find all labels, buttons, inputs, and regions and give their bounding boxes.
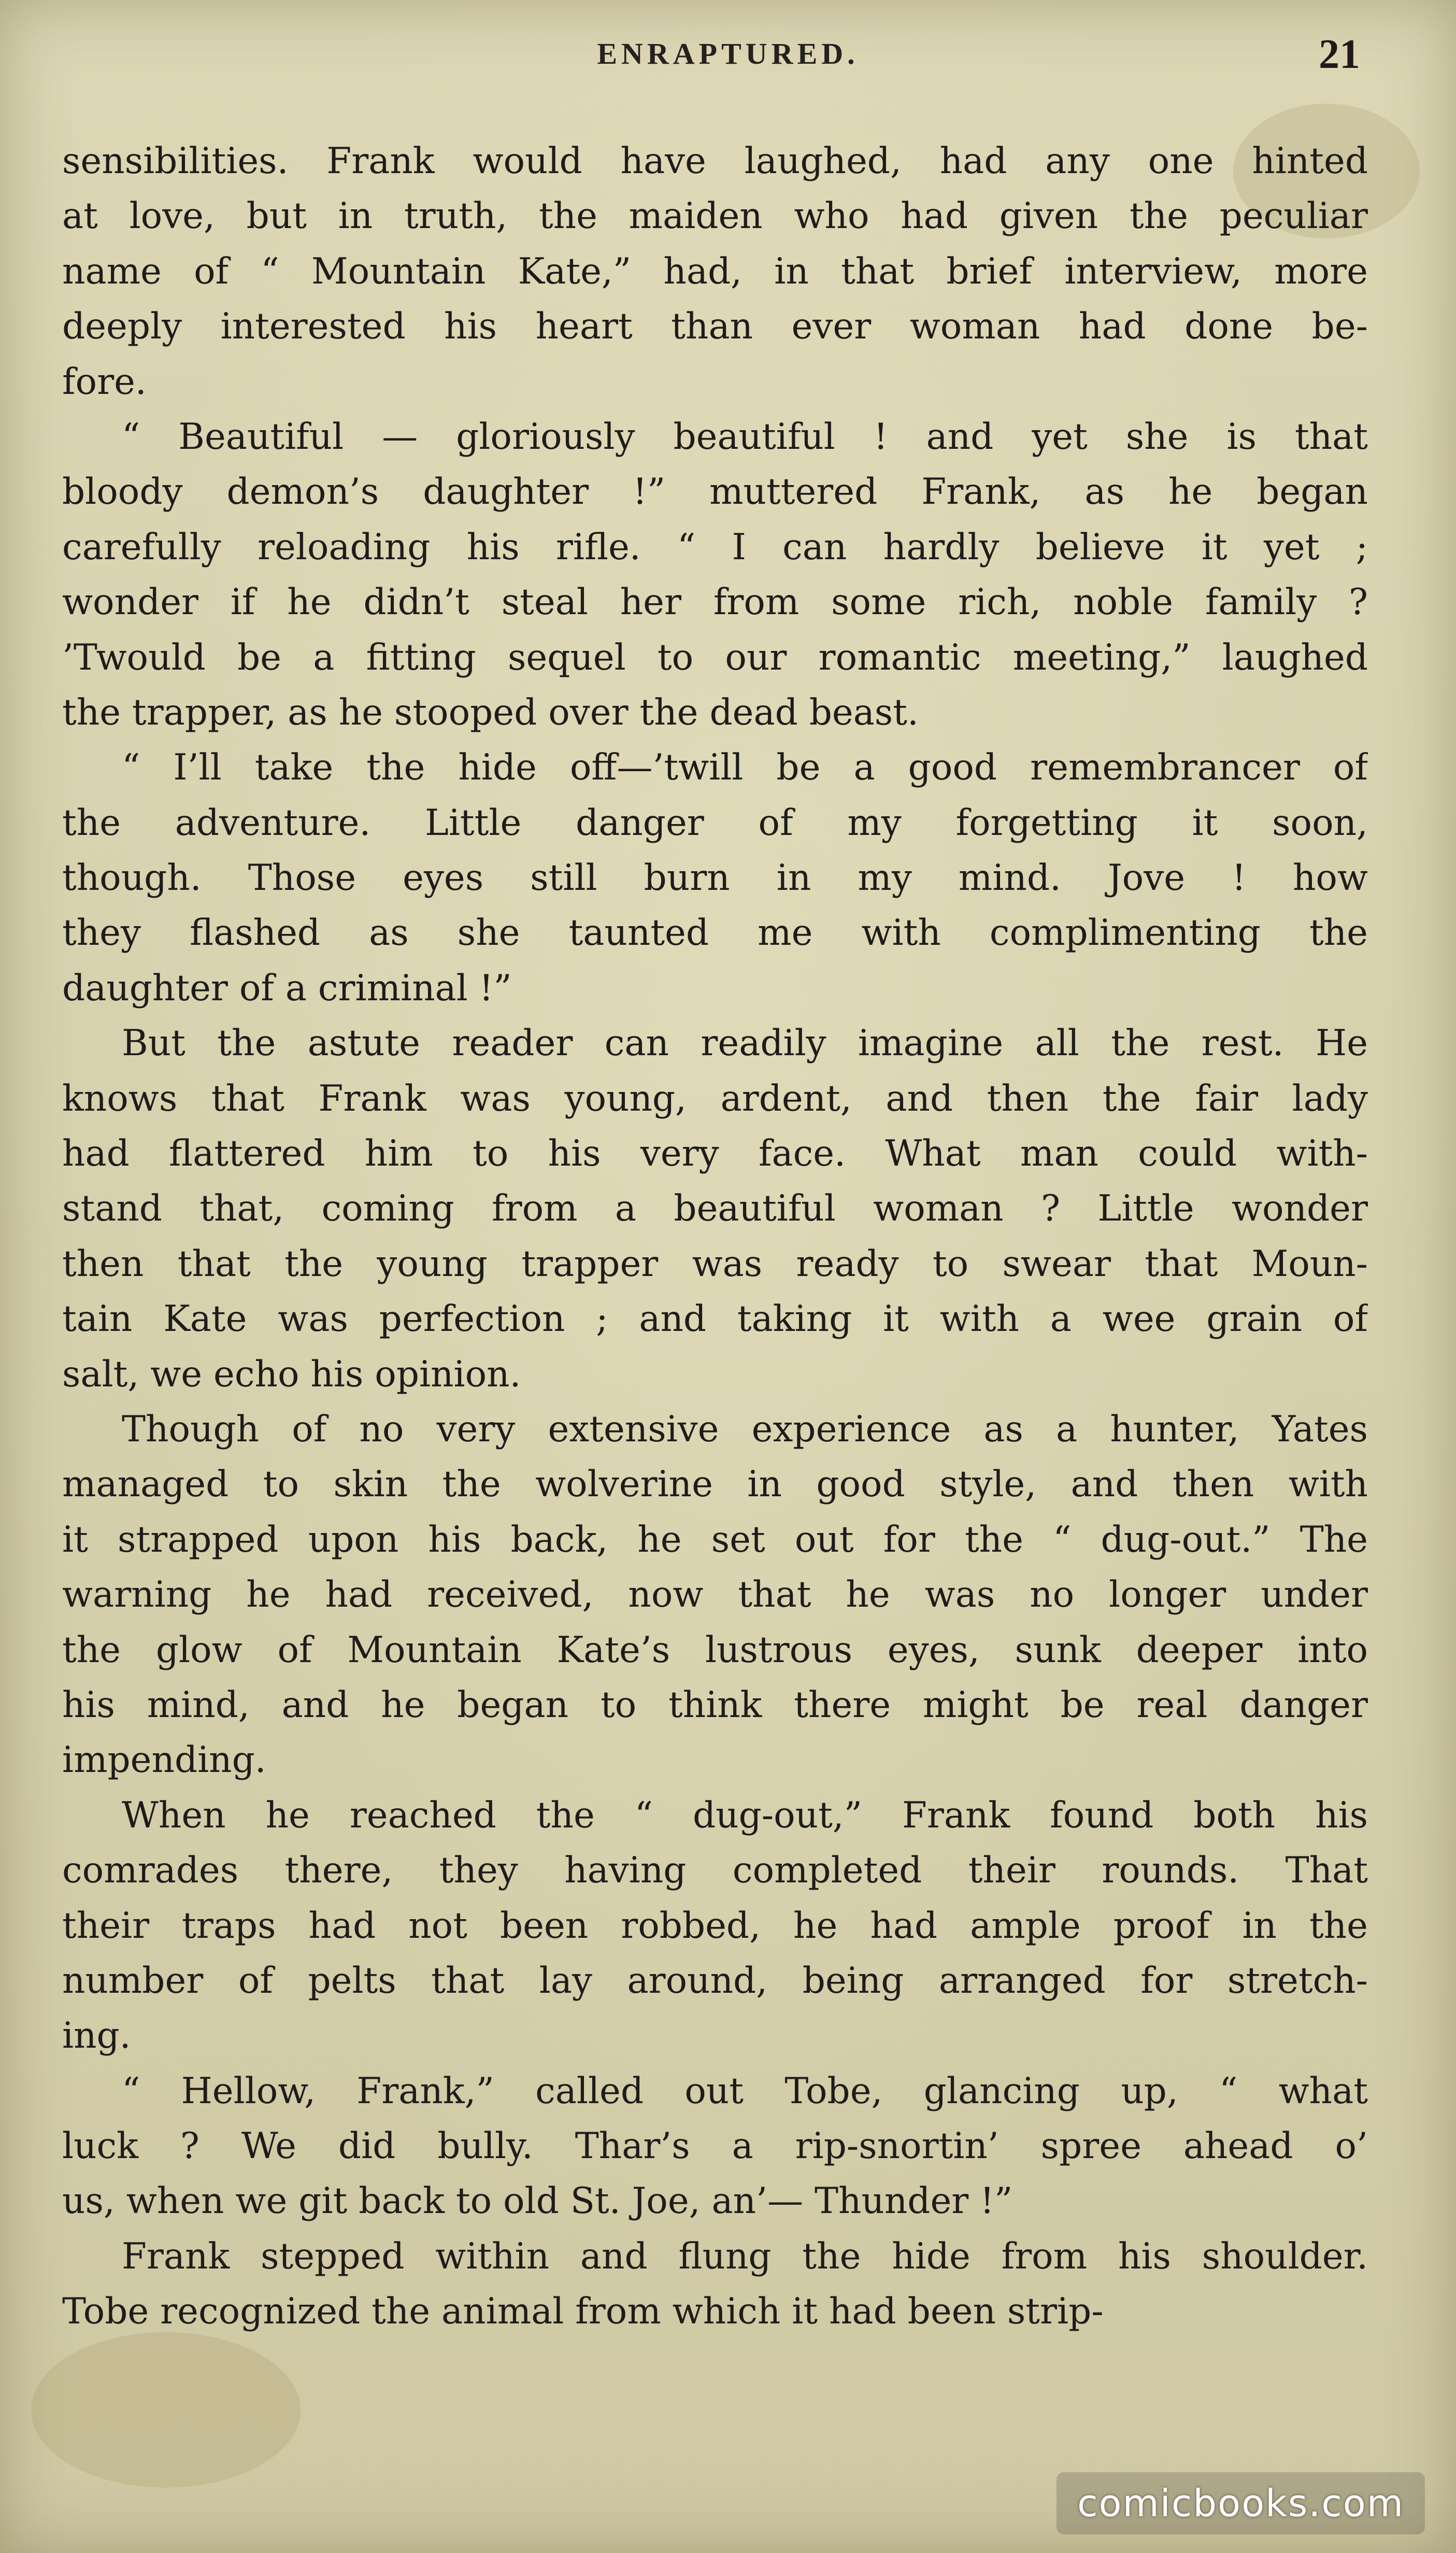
text-line: us, when we git back to old St. Joe, an’— Thunder !” xyxy=(62,2180,1013,2222)
text-line: Though of no very extensive experience as a hunter, Yates xyxy=(122,1408,1368,1450)
text-line: ing. xyxy=(62,2015,131,2057)
text-line: luck ? We did bully. Thar’s a rip-snortin’ spree ahead o’ xyxy=(62,2125,1368,2167)
text-line: ’Twould be a fitting sequel to our romantic meeting,” laughed xyxy=(62,636,1368,678)
text-line: “ Beautiful — gloriously beautiful ! and yet she is that xyxy=(122,416,1368,458)
text-line: deeply interested his heart than ever woman had done be- xyxy=(62,306,1368,348)
text-line: the trapper, as he stooped over the dead beast. xyxy=(62,691,919,733)
text-line: knows that Frank was young, ardent, and then the fair lady xyxy=(62,1077,1368,1119)
text-line: “ Hellow, Frank,” called out Tobe, glancing up, “ what xyxy=(122,2070,1368,2112)
text-line: name of “ Mountain Kate,” had, in that brief interview, more xyxy=(62,250,1368,292)
text-line: though. Those eyes still burn in my mind. Jove ! how xyxy=(62,857,1368,899)
text-line: at love, but in truth, the maiden who had given the peculiar xyxy=(62,195,1368,237)
text-line: tain Kate was perfection ; and taking it with a wee grain of xyxy=(62,1298,1368,1340)
running-title: ENRAPTURED. xyxy=(597,37,859,70)
text-line: warning he had received, now that he was no longer under xyxy=(62,1574,1368,1616)
paragraph xyxy=(62,2064,1368,2229)
text-line: impending. xyxy=(62,1739,266,1781)
text-line: daughter of a criminal !” xyxy=(62,967,512,1009)
text-line: then that the young trapper was ready to swear that Moun- xyxy=(62,1243,1368,1285)
text-line: fore. xyxy=(62,361,147,403)
text-line: they flashed as she taunted me with complimenting the xyxy=(62,912,1368,954)
text-line: their traps had not been robbed, he had ample proof in the xyxy=(62,1905,1368,1947)
text-line: “ I’ll take the hide off—’twill be a good remembrancer of xyxy=(122,747,1368,789)
text-line: number of pelts that lay around, being arranged for stretch- xyxy=(62,1960,1368,2002)
text-line: salt, we echo his opinion. xyxy=(62,1353,521,1395)
text-line: had flattered him to his very face. What man could with- xyxy=(62,1133,1368,1175)
text-line: wonder if he didn’t steal her from some rich, noble family ? xyxy=(62,581,1368,623)
paragraph xyxy=(62,409,1368,740)
text-line: it strapped upon his back, he set out for the “ dug-out.” The xyxy=(62,1519,1368,1561)
text-line: the glow of Mountain Kate’s lustrous eyes, sunk deeper into xyxy=(62,1629,1368,1671)
text-line: When he reached the “ dug-out,” Frank found both his xyxy=(122,1794,1368,1836)
text-line: his mind, and he began to think there might be real danger xyxy=(62,1684,1368,1726)
text-line: stand that, coming from a beautiful woman ? Little wonder xyxy=(62,1188,1368,1230)
paragraph xyxy=(62,1788,1368,2064)
paragraph xyxy=(62,1016,1368,1402)
text-line: sensibilities. Frank would have laughed, had any one hinted xyxy=(62,140,1368,182)
text-line: But the astute reader can readily imagine all the rest. He xyxy=(122,1023,1368,1065)
paragraph xyxy=(62,1402,1368,1788)
text-line: carefully reloading his rifle. “ I can hardly believe it yet ; xyxy=(62,526,1368,568)
running-head xyxy=(0,31,1456,93)
text-line: Tobe recognized the animal from which it had been strip- xyxy=(62,2291,1104,2333)
watermark: comicbooks.com xyxy=(1057,2472,1425,2534)
paragraph xyxy=(62,134,1368,409)
text-line: bloody demon’s daughter !” muttered Frank, as he began xyxy=(62,471,1368,513)
text-line: the adventure. Little danger of my forgetting it soon, xyxy=(62,802,1368,844)
paragraph xyxy=(62,2229,1368,2339)
paragraph xyxy=(62,740,1368,1016)
text-line: Frank stepped within and flung the hide from his shoulder. xyxy=(122,2235,1368,2277)
body-text xyxy=(62,134,1368,2339)
text-line: managed to skin the wolverine in good style, and then with xyxy=(62,1464,1368,1506)
text-line: comrades there, they having completed their rounds. That xyxy=(62,1850,1368,1892)
page-number: 21 xyxy=(1319,32,1360,77)
paper-stain xyxy=(31,2332,301,2488)
